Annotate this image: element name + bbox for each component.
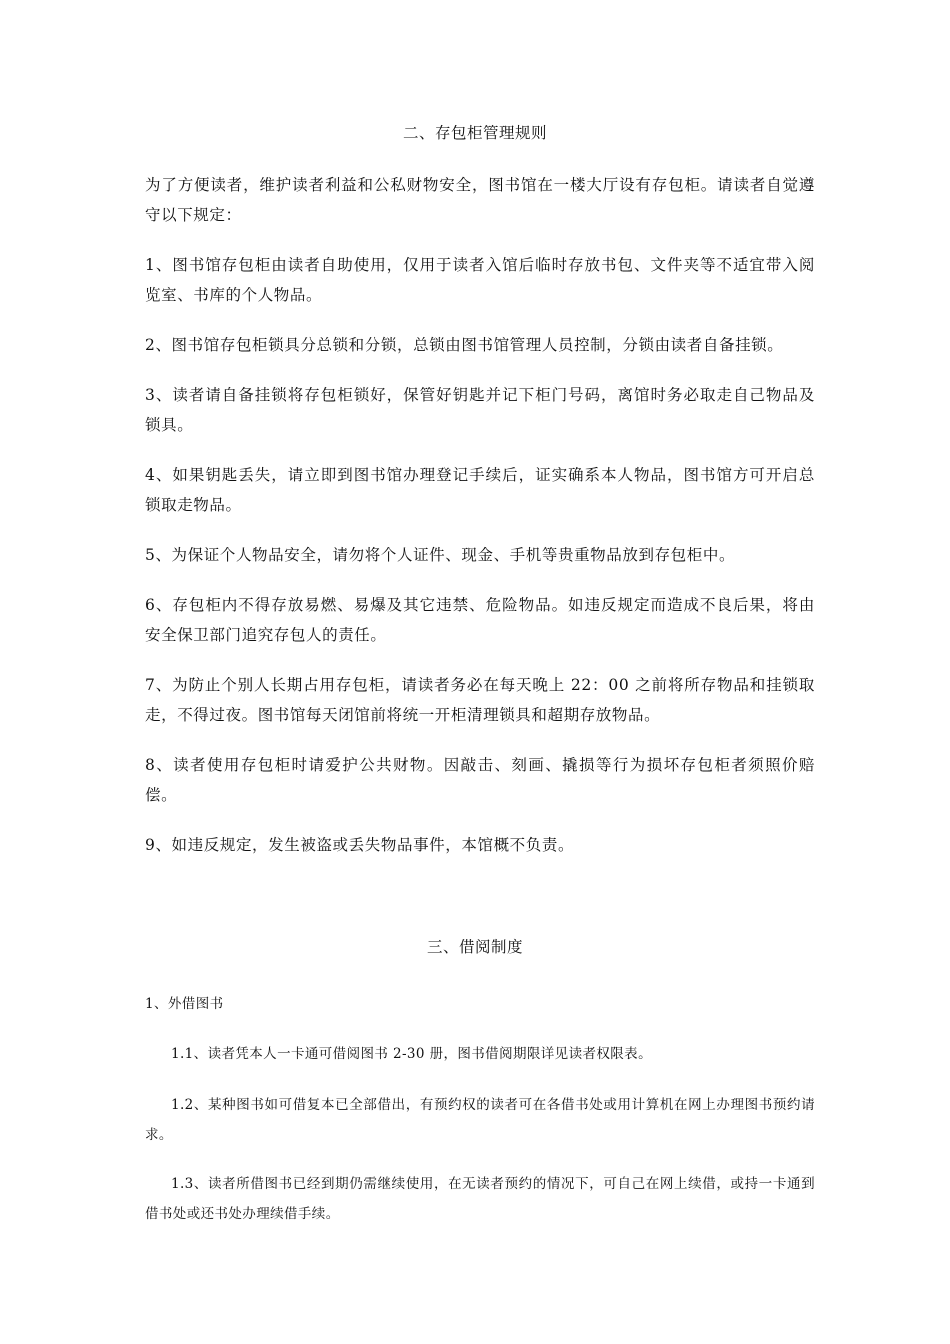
section-title-borrowing: 三、借阅制度: [426, 938, 523, 956]
rule-5: 5、为保证个人物品安全，请勿将个人证件、现金、手机等贵重物品放到存包柜中。: [145, 546, 736, 564]
rule-9: 9、如违反规定，发生被盗或丢失物品事件，本馆概不负责。: [145, 836, 575, 854]
item-1-3: 1.3、读者所借图书已经到期仍需继续使用，在无读者预约的情况下，可自己在网上续借，或持一卡通到借书处或还书处办理续借手续。: [145, 1176, 815, 1222]
subsection-external-loan: 1、外借图书: [145, 996, 224, 1012]
rule-6: 6、存包柜内不得存放易燃、易爆及其它违禁、危险物品。如违反规定而造成不良后果，将由安全保卫部门追究存包人的责任。: [145, 596, 815, 644]
section-title-locker-rules: 二、存包柜管理规则: [402, 124, 547, 142]
intro-paragraph: 为了方便读者，维护读者利益和公私财物安全，图书馆在一楼大厅设有存包柜。请读者自觉遵守以下规定：: [145, 176, 815, 224]
rule-2: 2、图书馆存包柜锁具分总锁和分锁，总锁由图书馆管理人员控制，分锁由读者自备挂锁。: [145, 336, 784, 354]
item-1-2: 1.2、某种图书如可借复本已全部借出，有预约权的读者可在各借书处或用计算机在网上办理图书预约请求。: [145, 1097, 815, 1143]
rule-1: 1、图书馆存包柜由读者自助使用，仅用于读者入馆后临时存放书包、文件夹等不适宜带入阅览室、书库的个人物品。: [145, 256, 815, 304]
rule-4: 4、如果钥匙丢失，请立即到图书馆办理登记手续后，证实确系本人物品，图书馆方可开启总锁取走物品。: [145, 466, 815, 514]
item-1-1: 1.1、读者凭本人一卡通可借阅图书 2-30 册，图书借阅期限详见读者权限表。: [171, 1046, 652, 1062]
rule-7: 7、为防止个别人长期占用存包柜，请读者务必在每天晚上 22：00 之前将所存物品和挂锁取走，不得过夜。图书馆每天闭馆前将统一开柜清理锁具和超期存放物品。: [145, 676, 815, 724]
rule-8: 8、读者使用存包柜时请爱护公共财物。因敲击、刻画、撬损等行为损坏存包柜者须照价赔偿。: [145, 756, 815, 804]
rule-3: 3、读者请自备挂锁将存包柜锁好，保管好钥匙并记下柜门号码，离馆时务必取走自己物品及锁具。: [145, 386, 815, 434]
